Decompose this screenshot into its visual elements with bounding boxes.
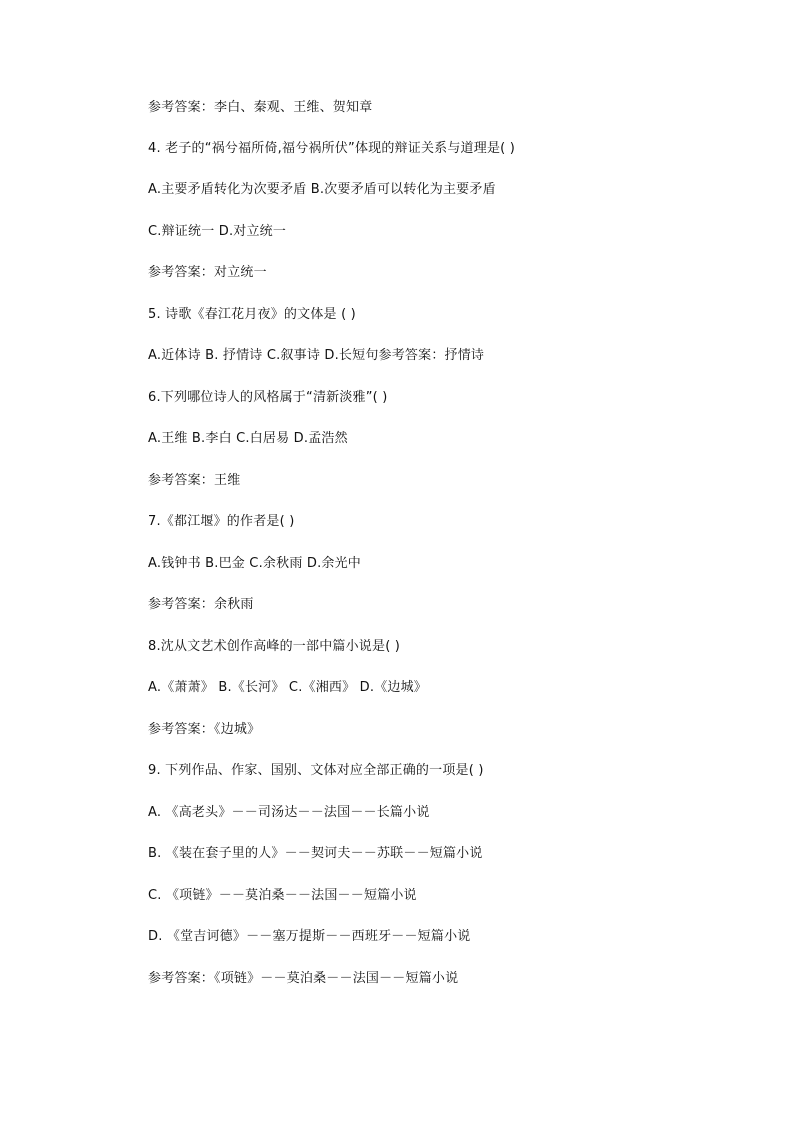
- answer-line: 参考答案：李白、秦观、王维、贺知章: [148, 100, 373, 115]
- question-8: 8.沈从文艺术创作高峰的一部中篇小说是( ): [148, 639, 401, 654]
- question-9: 9. 下列作品、作家、国别、文体对应全部正确的一项是( ): [148, 763, 484, 778]
- option-9-d: D. 《堂吉诃德》－－塞万提斯－－西班牙－－短篇小说: [148, 929, 471, 944]
- answer-7: 参考答案：余秋雨: [148, 597, 254, 612]
- question-6: 6.下列哪位诗人的风格属于“清新淡雅”( ): [148, 390, 388, 405]
- answer-9: 参考答案：《项链》－－莫泊桑－－法国－－短篇小说: [148, 971, 459, 986]
- question-5: 5. 诗歌《春江花月夜》的文体是 ( ): [148, 307, 356, 322]
- answer-6: 参考答案：王维: [148, 473, 241, 488]
- options-answer-5: A.近体诗 B. 抒情诗 C.叙事诗 D.长短句参考答案：抒情诗: [148, 348, 485, 363]
- question-7: 7.《都江堰》的作者是( ): [148, 514, 295, 529]
- answer-8: 参考答案：《边城》: [148, 722, 261, 737]
- option-9-a: A. 《高老头》－－司汤达－－法国－－长篇小说: [148, 805, 430, 820]
- options-8: A.《萧萧》 B.《长河》 C.《湘西》 D.《边城》: [148, 680, 427, 695]
- question-4: 4. 老子的“祸兮福所倚,福兮祸所伏”体现的辩证关系与道理是( ): [148, 141, 516, 156]
- answer-4: 参考答案：对立统一: [148, 265, 267, 280]
- options-4-ab: A.主要矛盾转化为次要矛盾 B.次要矛盾可以转化为主要矛盾: [148, 182, 496, 197]
- options-4-cd: C.辩证统一 D.对立统一: [148, 224, 287, 239]
- option-9-c: C. 《项链》－－莫泊桑－－法国－－短篇小说: [148, 888, 417, 903]
- options-7: A.钱钟书 B.巴金 C.余秋雨 D.余光中: [148, 556, 361, 571]
- option-9-b: B. 《装在套子里的人》－－契诃夫－－苏联－－短篇小说: [148, 846, 483, 861]
- options-6: A.王维 B.李白 C.白居易 D.孟浩然: [148, 431, 348, 446]
